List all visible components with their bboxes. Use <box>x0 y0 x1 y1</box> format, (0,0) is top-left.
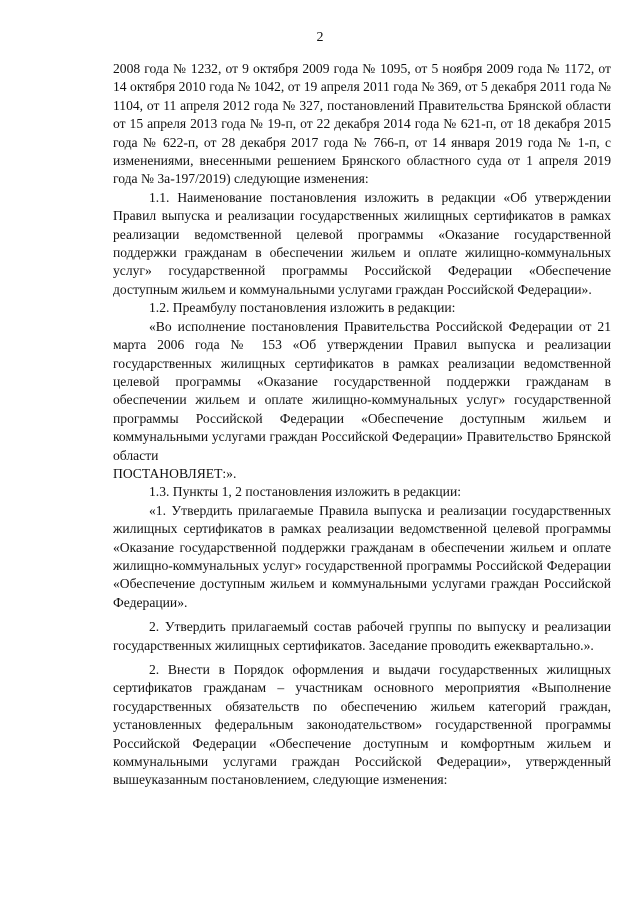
paragraph-item-1: «1. Утвердить прилагаемые Правила выпуска и реализации государственных жилищных сертификатов в рамках реализации ведомственной целевой программы «Оказание государственной поддержки гражданам в обеспечении жильем и оплате жилищно-коммунальных услуг» государственной программы Российской Федерации «Обеспечение доступным жильем и коммунальными услугами граждан Российской Федерации». <box>113 502 611 610</box>
paragraph-1-3: 1.3. Пункты 1, 2 постановления изложить в редакции: <box>149 484 461 500</box>
paragraph-amendment-list: 2008 года № 1232, от 9 октября 2009 года № 1095, от 5 ноября 2009 года № 1172, от 14 октября 2010 года № 1042, от 19 апреля 2011 года № 369, от 5 декабря 2011 года № 1104, от 11 апреля 2012 года № 327, постановлений Правительства Брянской области от 15 апреля 2013 года № 19-п, от 22 декабря 2014 года № 621-п, от 18 декабря 2015 года № 622-п, от 28 декабря 2017 года № 766-п, от 14 января 2019 года № 1-п, с изменениями, внесенными решением Брянского областного суда от 1 апреля 2019 года № 3а-197/2019) следующие изменения: <box>113 61 611 187</box>
paragraph-postanovlyaet: ПОСТАНОВЛЯЕТ:». <box>113 465 237 481</box>
paragraph-item-2: 2. Утвердить прилагаемый состав рабочей группы по выпуску и реализации государственных жилищных сертификатов. Заседание проводить ежеквартально.». <box>113 619 611 653</box>
page-number: 2 <box>316 30 324 45</box>
document-body <box>113 60 611 790</box>
paragraph-1-2: 1.2. Преамбулу постановления изложить в редакции: <box>149 300 456 316</box>
paragraph-preamble: «Во исполнение постановления Правительства Российской Федерации от 21 марта 2006 года № 153 «Об утверждении Правил выпуска и реализации государственных жилищных сертификатов в рамках реализации ведомственной целевой программы «Оказание государственной поддержки гражданам в обеспечении жильем и оплате жилищно-коммунальных услуг» государственной программы Российской Федерации «Обеспечение доступным жильем и коммунальными услугами граждан Российской Федерации» Правительство Брянской области <box>113 318 611 463</box>
paragraph-1-1: 1.1. Наименование постановления изложить в редакции «Об утверждении Правил выпуска и реализации государственных жилищных сертификатов в рамках реализации ведомственной целевой программы «Оказание государственной поддержки гражданам в обеспечении жильем и оплате жилищно-коммунальных услуг» государственной программы Российской Федерации «Обеспечение доступным жильем и коммунальными услугами граждан Российской Федерации». <box>113 189 611 297</box>
paragraph-section-2: 2. Внести в Порядок оформления и выдачи государственных жилищных сертификатов гражданам – участникам основного мероприятия «Выполнение государственных обязательств по обеспечению жильем категорий граждан, установленных федеральным законодательством» государственной программы Российской Федерации «Обеспечение доступным и комфортным жильем и коммунальными услугами граждан Российской Федерации», утвержденный вышеуказанным постановлением, следующие изменения: <box>113 662 611 788</box>
